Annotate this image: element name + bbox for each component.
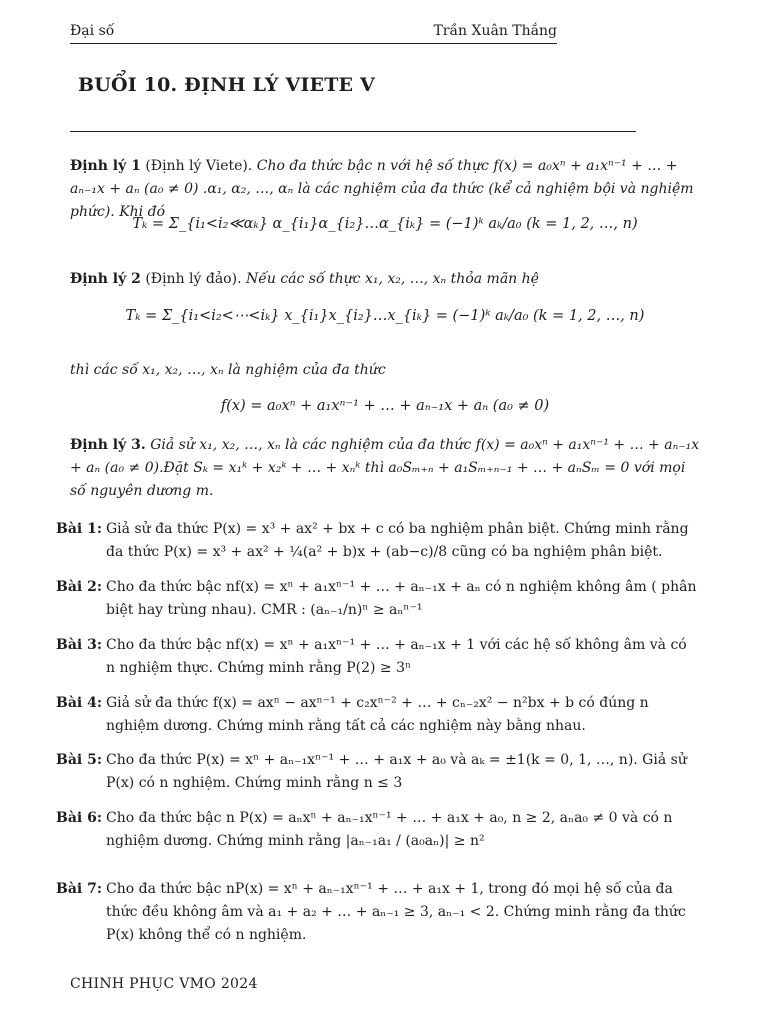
theorem-2-text: Nếu các số thực x₁, x₂, …, xₙ thỏa mãn hệ <box>245 271 539 287</box>
exercise-3 <box>56 634 700 680</box>
exercise-3-label: Bài 3: <box>56 637 103 653</box>
title-rule <box>70 131 636 132</box>
theorem-1-formula: Tₖ = Σ_{i₁<i₂≪αₖ} α_{i₁}α_{i₂}…α_{iₖ} = (−1)ᵏ aₖ/a₀ (k = 1, 2, …, n) <box>132 216 638 232</box>
theorem-1-paren: (Định lý Viete). <box>145 158 253 174</box>
theorem-3-name: Định lý 3. <box>70 437 146 453</box>
exercise-4-text: Giả sử đa thức f(x) = axⁿ − axⁿ⁻¹ + c₂xⁿ⁻² + … + cₙ₋₂x² − n²bx + b có đúng n nghiệm dương. Chứng minh rằng tất cả các nghiệm này bằng nhau. <box>106 695 649 734</box>
theorem-2-paren: (Định lý đảo). <box>145 271 242 287</box>
exercise-2-text: Cho đa thức bậc nf(x) = xⁿ + a₁xⁿ⁻¹ + … + aₙ₋₁x + aₙ có n nghiệm không âm ( phân biệt hay trùng nhau). CMR : (aₙ₋₁/n)ⁿ ≥ aₙⁿ⁻¹ <box>106 579 697 618</box>
header-divider <box>70 43 557 44</box>
theorem-2-formula: Tₖ = Σ_{i₁<i₂<⋯<iₖ} x_{i₁}x_{i₂}…x_{iₖ} = (−1)ᵏ aₖ/a₀ (k = 1, 2, …, n) <box>125 308 645 324</box>
header-right: Trần Xuân Thắng <box>433 23 557 39</box>
exercise-2-label: Bài 2: <box>56 579 103 595</box>
exercise-5 <box>56 749 700 795</box>
exercise-5-text: Cho đa thức P(x) = xⁿ + aₙ₋₁xⁿ⁻¹ + … + a₁x + a₀ và aₖ = ±1(k = 0, 1, …, n). Giả sử P(x) có n nghiệm. Chứng minh rằng n ≤ 3 <box>106 752 687 791</box>
exercise-5-label: Bài 5: <box>56 752 103 768</box>
page-title: BUỔI 10. ĐỊNH LÝ VIETE V <box>78 74 375 96</box>
theorem-1 <box>70 155 700 224</box>
theorem-2-formula-2: f(x) = a₀xⁿ + a₁xⁿ⁻¹ + … + aₙ₋₁x + aₙ (a₀ ≠ 0) <box>220 398 550 414</box>
exercise-4 <box>56 692 700 738</box>
exercise-3-text: Cho đa thức bậc nf(x) = xⁿ + a₁xⁿ⁻¹ + … + aₙ₋₁x + 1 với các hệ số không âm và có n nghiệm thực. Chứng minh rằng P(2) ≥ 3ⁿ <box>106 637 687 676</box>
theorem-2-after: thì các số x₁, x₂, …, xₙ là nghiệm của đa thức <box>70 362 386 378</box>
exercise-7-text: Cho đa thức bậc nP(x) = xⁿ + aₙ₋₁xⁿ⁻¹ + … + a₁x + 1, trong đó mọi hệ số của đa thức đều không âm và a₁ + a₂ + … + aₙ₋₁ ≥ 3, aₙ₋₁ < 2. Chứng minh rằng đa thức P(x) không thể có n nghiệm. <box>106 881 686 943</box>
exercise-6 <box>56 807 700 853</box>
exercise-4-label: Bài 4: <box>56 695 103 711</box>
exercise-1 <box>56 518 700 564</box>
theorem-2 <box>70 268 700 291</box>
exercise-7 <box>56 878 700 947</box>
theorem-3 <box>70 434 700 503</box>
exercise-2 <box>56 576 700 622</box>
exercise-6-text: Cho đa thức bậc n P(x) = aₙxⁿ + aₙ₋₁xⁿ⁻¹ + … + a₁x + a₀, n ≥ 2, aₙa₀ ≠ 0 và có n nghiệm dương. Chứng minh rằng |aₙ₋₁a₁ / (a₀aₙ)| ≥ n² <box>106 810 673 849</box>
theorem-2-name: Định lý 2 <box>70 271 141 287</box>
exercise-1-label: Bài 1: <box>56 521 103 537</box>
exercise-1-text: Giả sử đa thức P(x) = x³ + ax² + bx + c có ba nghiệm phân biệt. Chứng minh rằng đa thức P(x) = x³ + ax² + ¼(a² + b)x + (ab−c)/8 cũng có ba nghiệm phân biệt. <box>106 521 689 560</box>
theorem-3-text: Giả sử x₁, x₂, …, xₙ là các nghiệm của đa thức f(x) = a₀xⁿ + a₁xⁿ⁻¹ + … + aₙ₋₁x + aₙ (a₀ ≠ 0).Đặt Sₖ = x₁ᵏ + x₂ᵏ + … + xₙᵏ thì a₀Sₘ₊ₙ + a₁Sₘ₊ₙ₋₁ + … + aₙSₘ = 0 với mọi số nguyên dương m. <box>70 437 700 499</box>
exercise-7-label: Bài 7: <box>56 881 103 897</box>
footer: CHINH PHỤC VMO 2024 <box>70 976 258 992</box>
theorem-1-text: Cho đa thức bậc n với hệ số thực f(x) = a₀xⁿ + a₁xⁿ⁻¹ + … + aₙ₋₁x + aₙ (a₀ ≠ 0) .α₁, α₂, …, αₙ là các nghiệm của đa thức (kể cả nghiệm bội và nghiệm phức). Khi đó <box>70 158 694 220</box>
exercise-6-label: Bài 6: <box>56 810 103 826</box>
header-left: Đại số <box>70 23 115 39</box>
theorem-1-name: Định lý 1 <box>70 158 141 174</box>
